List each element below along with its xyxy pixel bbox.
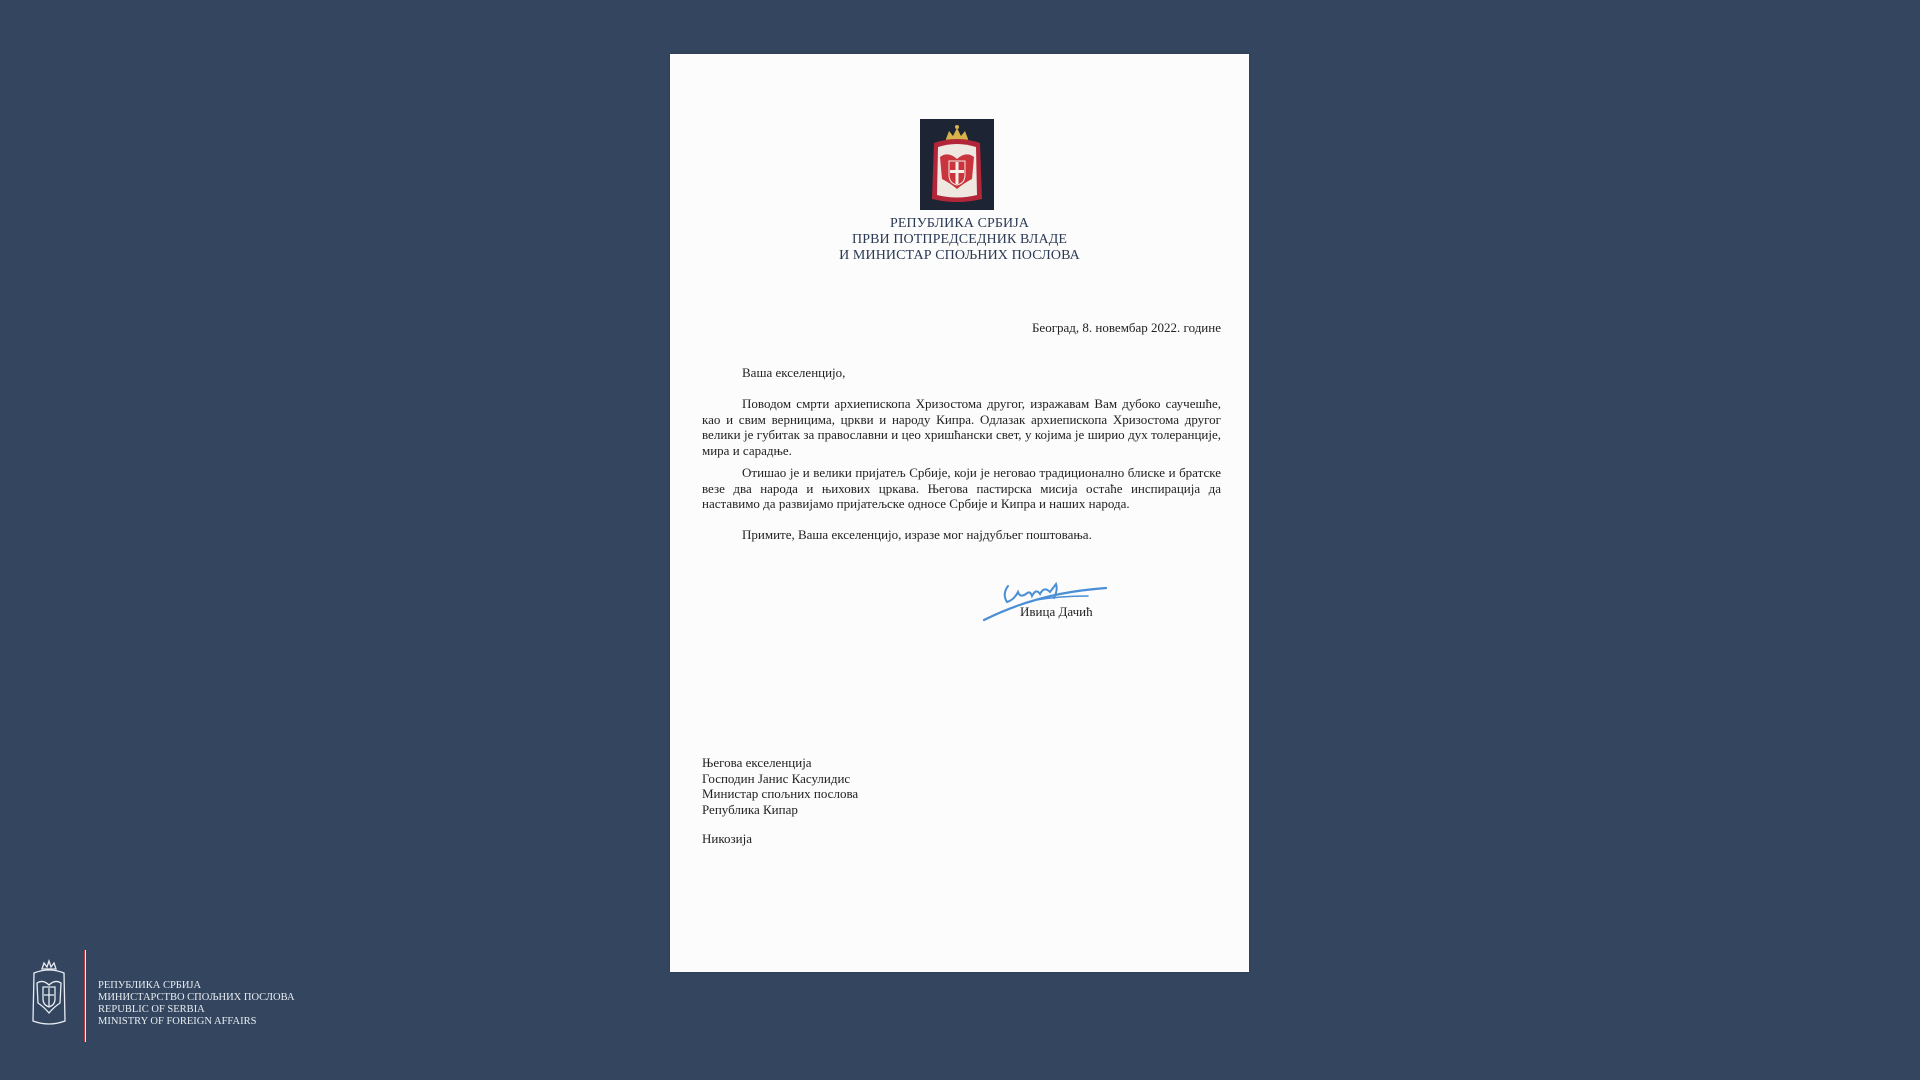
divider-white-stripe (85, 950, 86, 1042)
salutation: Ваша екселенцијо, (742, 365, 846, 380)
recipient-line: Господин Јанис Касулидис (702, 770, 851, 786)
coat-of-arms-icon (920, 119, 994, 210)
footer-line: РЕПУБЛИКА СРБИЈА (98, 980, 202, 991)
letter-body (702, 396, 1221, 519)
footer-line: MINISTRY OF FOREIGN AFFAIRS (98, 1016, 257, 1027)
footer-coat-of-arms-icon (28, 957, 70, 1033)
footer-ministry-name (98, 980, 295, 1028)
letterhead-line: РЕПУБЛИКА СРБИЈА (889, 216, 1030, 231)
body-paragraph: Поводом смрти архиепископа Хризостома другог, изражавам Вам дубоко саучешће, као и свим верницима, цркви и народу Кипра. Одлазак архиепископа Хризостома другог велики је губитак за православни и цео хришћански свет, у којима је ширио дух толеранције, мира и сарадње. (702, 396, 1221, 458)
letterhead-line: ПРВИ ПОТПРЕДСЕДНИК ВЛАДЕ (851, 232, 1068, 247)
closing-line: Примите, Ваша екселенцијо, изразе мог најдубљег поштовања. (742, 527, 1092, 542)
footer-line: МИНИСТАРСТВО СПОЉНИХ ПОСЛОВА (98, 992, 295, 1003)
signer-name: Ивица Дачић (1020, 604, 1093, 619)
recipient-block (702, 755, 858, 817)
recipient-line: Република Кипар (702, 801, 798, 817)
recipient-line: Министар спољних послова (702, 786, 859, 801)
letter-page (670, 54, 1249, 972)
recipient-line: Његова екселенција (702, 755, 812, 770)
footer-divider (84, 950, 87, 1042)
recipient-city: Никозија (702, 831, 752, 846)
letterhead-title (670, 216, 1249, 264)
letterhead-line: И МИНИСТАР СПОЉНИХ ПОСЛОВА (839, 248, 1080, 263)
footer-line: REPUBLIC OF SERBIA (98, 1004, 205, 1015)
body-paragraph: Отишао је и велики пријатељ Србије, који је неговао традиционално блиске и братске везе два народа и њихових цркава. Његова пастирска мисија остаће инспирација да наставимо да развијамо пријатељске односе Србије и Кипра и наших народа. (702, 465, 1221, 511)
letter-date: Београд, 8. новембар 2022. године (1031, 320, 1221, 335)
